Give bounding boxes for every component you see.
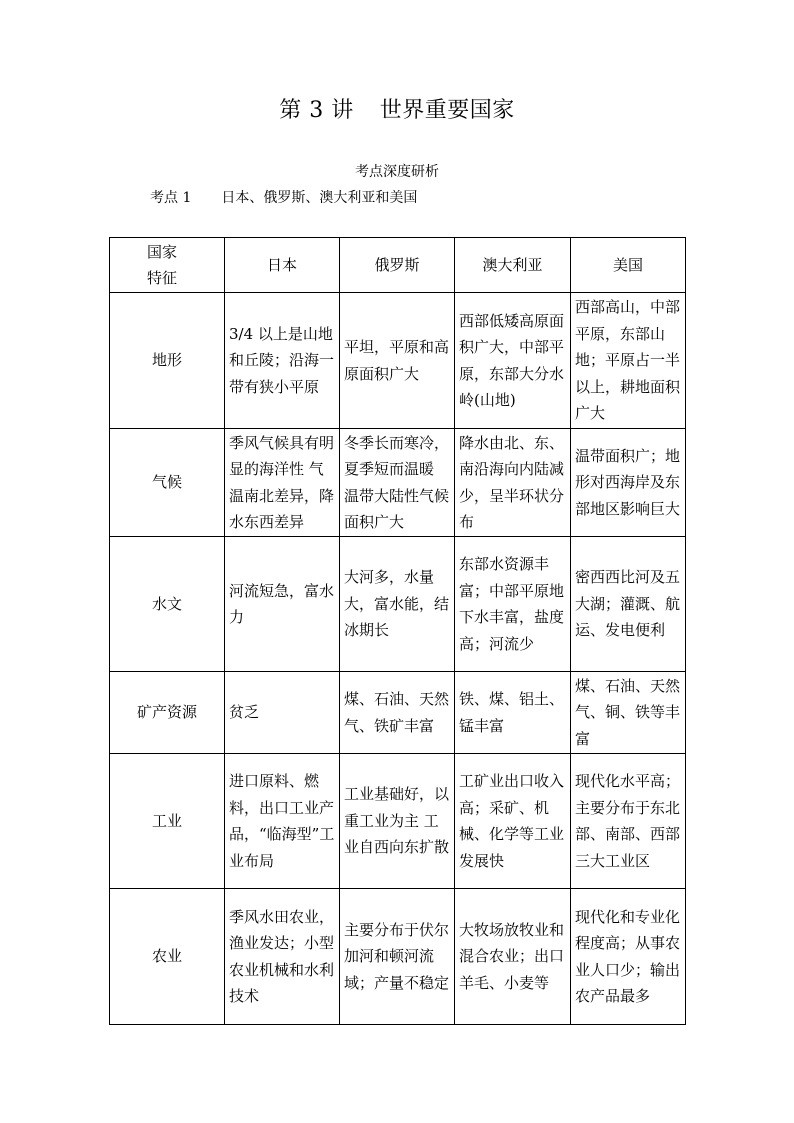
feature-label: 地形 [110, 293, 225, 429]
table-cell: 大牧场放牧业和混合农业；出口羊毛、小麦等 [455, 889, 571, 1025]
header-australia: 澳大利亚 [455, 238, 571, 293]
table-row [110, 754, 686, 889]
table-row [110, 293, 686, 429]
table-cell: 煤、石油、天然气、铜、铁等丰富 [571, 672, 686, 754]
header-russia: 俄罗斯 [340, 238, 455, 293]
table-cell: 西部低矮高原面积广大，中部平原，东部大分水岭(山地) [455, 293, 571, 429]
table-cell: 大河多，水量大，富水能，结冰期长 [340, 537, 455, 672]
table-cell: 现代化水平高；主要分布于东北部、南部、西部三大工业区 [571, 754, 686, 889]
table-cell: 季风气候具有明显的海洋性 气温南北差异，降水东西差异 [225, 429, 340, 537]
table-cell: 3/4 以上是山地和丘陵；沿海一带有狭小平原 [225, 293, 340, 429]
feature-label: 工业 [110, 754, 225, 889]
table-cell: 温带面积广；地形对西海岸及东部地区影响巨大 [571, 429, 686, 537]
lesson-number: 第 3 讲 [279, 98, 354, 123]
feature-label: 水文 [110, 537, 225, 672]
table-header-row [110, 238, 686, 293]
page-title [0, 94, 794, 128]
table-cell: 西部高山，中部平原，东部山地；平原占一半以上，耕地面积广大 [571, 293, 686, 429]
table-cell: 煤、石油、天然气、铁矿丰富 [340, 672, 455, 754]
table-row [110, 537, 686, 672]
table-cell: 季风水田农业，渔业发达；小型农业机械和水利技术 [225, 889, 340, 1025]
lesson-title: 世界重要国家 [379, 98, 515, 123]
topic-text: 日本、俄罗斯、澳大利亚和美国 [221, 190, 418, 206]
topic-label: 考点 1 [150, 190, 192, 206]
table-cell: 工矿业出口收入高；采矿、机械、化学等工业发展快 [455, 754, 571, 889]
corner-country-label: 国家 [146, 243, 177, 261]
header-corner-cell [110, 238, 225, 293]
table-cell: 东部水资源丰富；中部平原地下水丰富，盐度高；河流少 [455, 537, 571, 672]
country-comparison-table [109, 237, 686, 1025]
table-cell: 冬季长而寒冷，夏季短而温暖 温带大陆性气候面积广大 [340, 429, 455, 537]
table-cell: 贫乏 [225, 672, 340, 754]
table-cell: 平坦，平原和高原面积广大 [340, 293, 455, 429]
feature-label: 农业 [110, 889, 225, 1025]
section-heading: 考点深度研析 [355, 164, 439, 180]
table-row [110, 889, 686, 1025]
feature-label: 矿产资源 [110, 672, 225, 754]
corner-feature-label: 特征 [146, 269, 177, 287]
table-cell: 密西西比河及五大湖；灌溉、航运、发电便利 [571, 537, 686, 672]
table-cell: 现代化和专业化程度高；从事农业人口少；输出农产品最多 [571, 889, 686, 1025]
table-cell: 铁、煤、铝土、锰丰富 [455, 672, 571, 754]
table-row [110, 672, 686, 754]
table-cell: 进口原料、燃料，出口工业产品，“临海型”工业布局 [225, 754, 340, 889]
header-japan: 日本 [225, 238, 340, 293]
table-row [110, 429, 686, 537]
feature-label: 气候 [110, 429, 225, 537]
table-cell: 工业基础好，以重工业为主 工业自西向东扩散 [340, 754, 455, 889]
table-cell: 河流短急，富水力 [225, 537, 340, 672]
header-usa: 美国 [571, 238, 686, 293]
table-cell: 主要分布于伏尔加河和顿河流域；产量不稳定 [340, 889, 455, 1025]
topic-line [150, 187, 417, 209]
table-cell: 降水由北、东、南沿海向内陆减少，呈半环状分布 [455, 429, 571, 537]
